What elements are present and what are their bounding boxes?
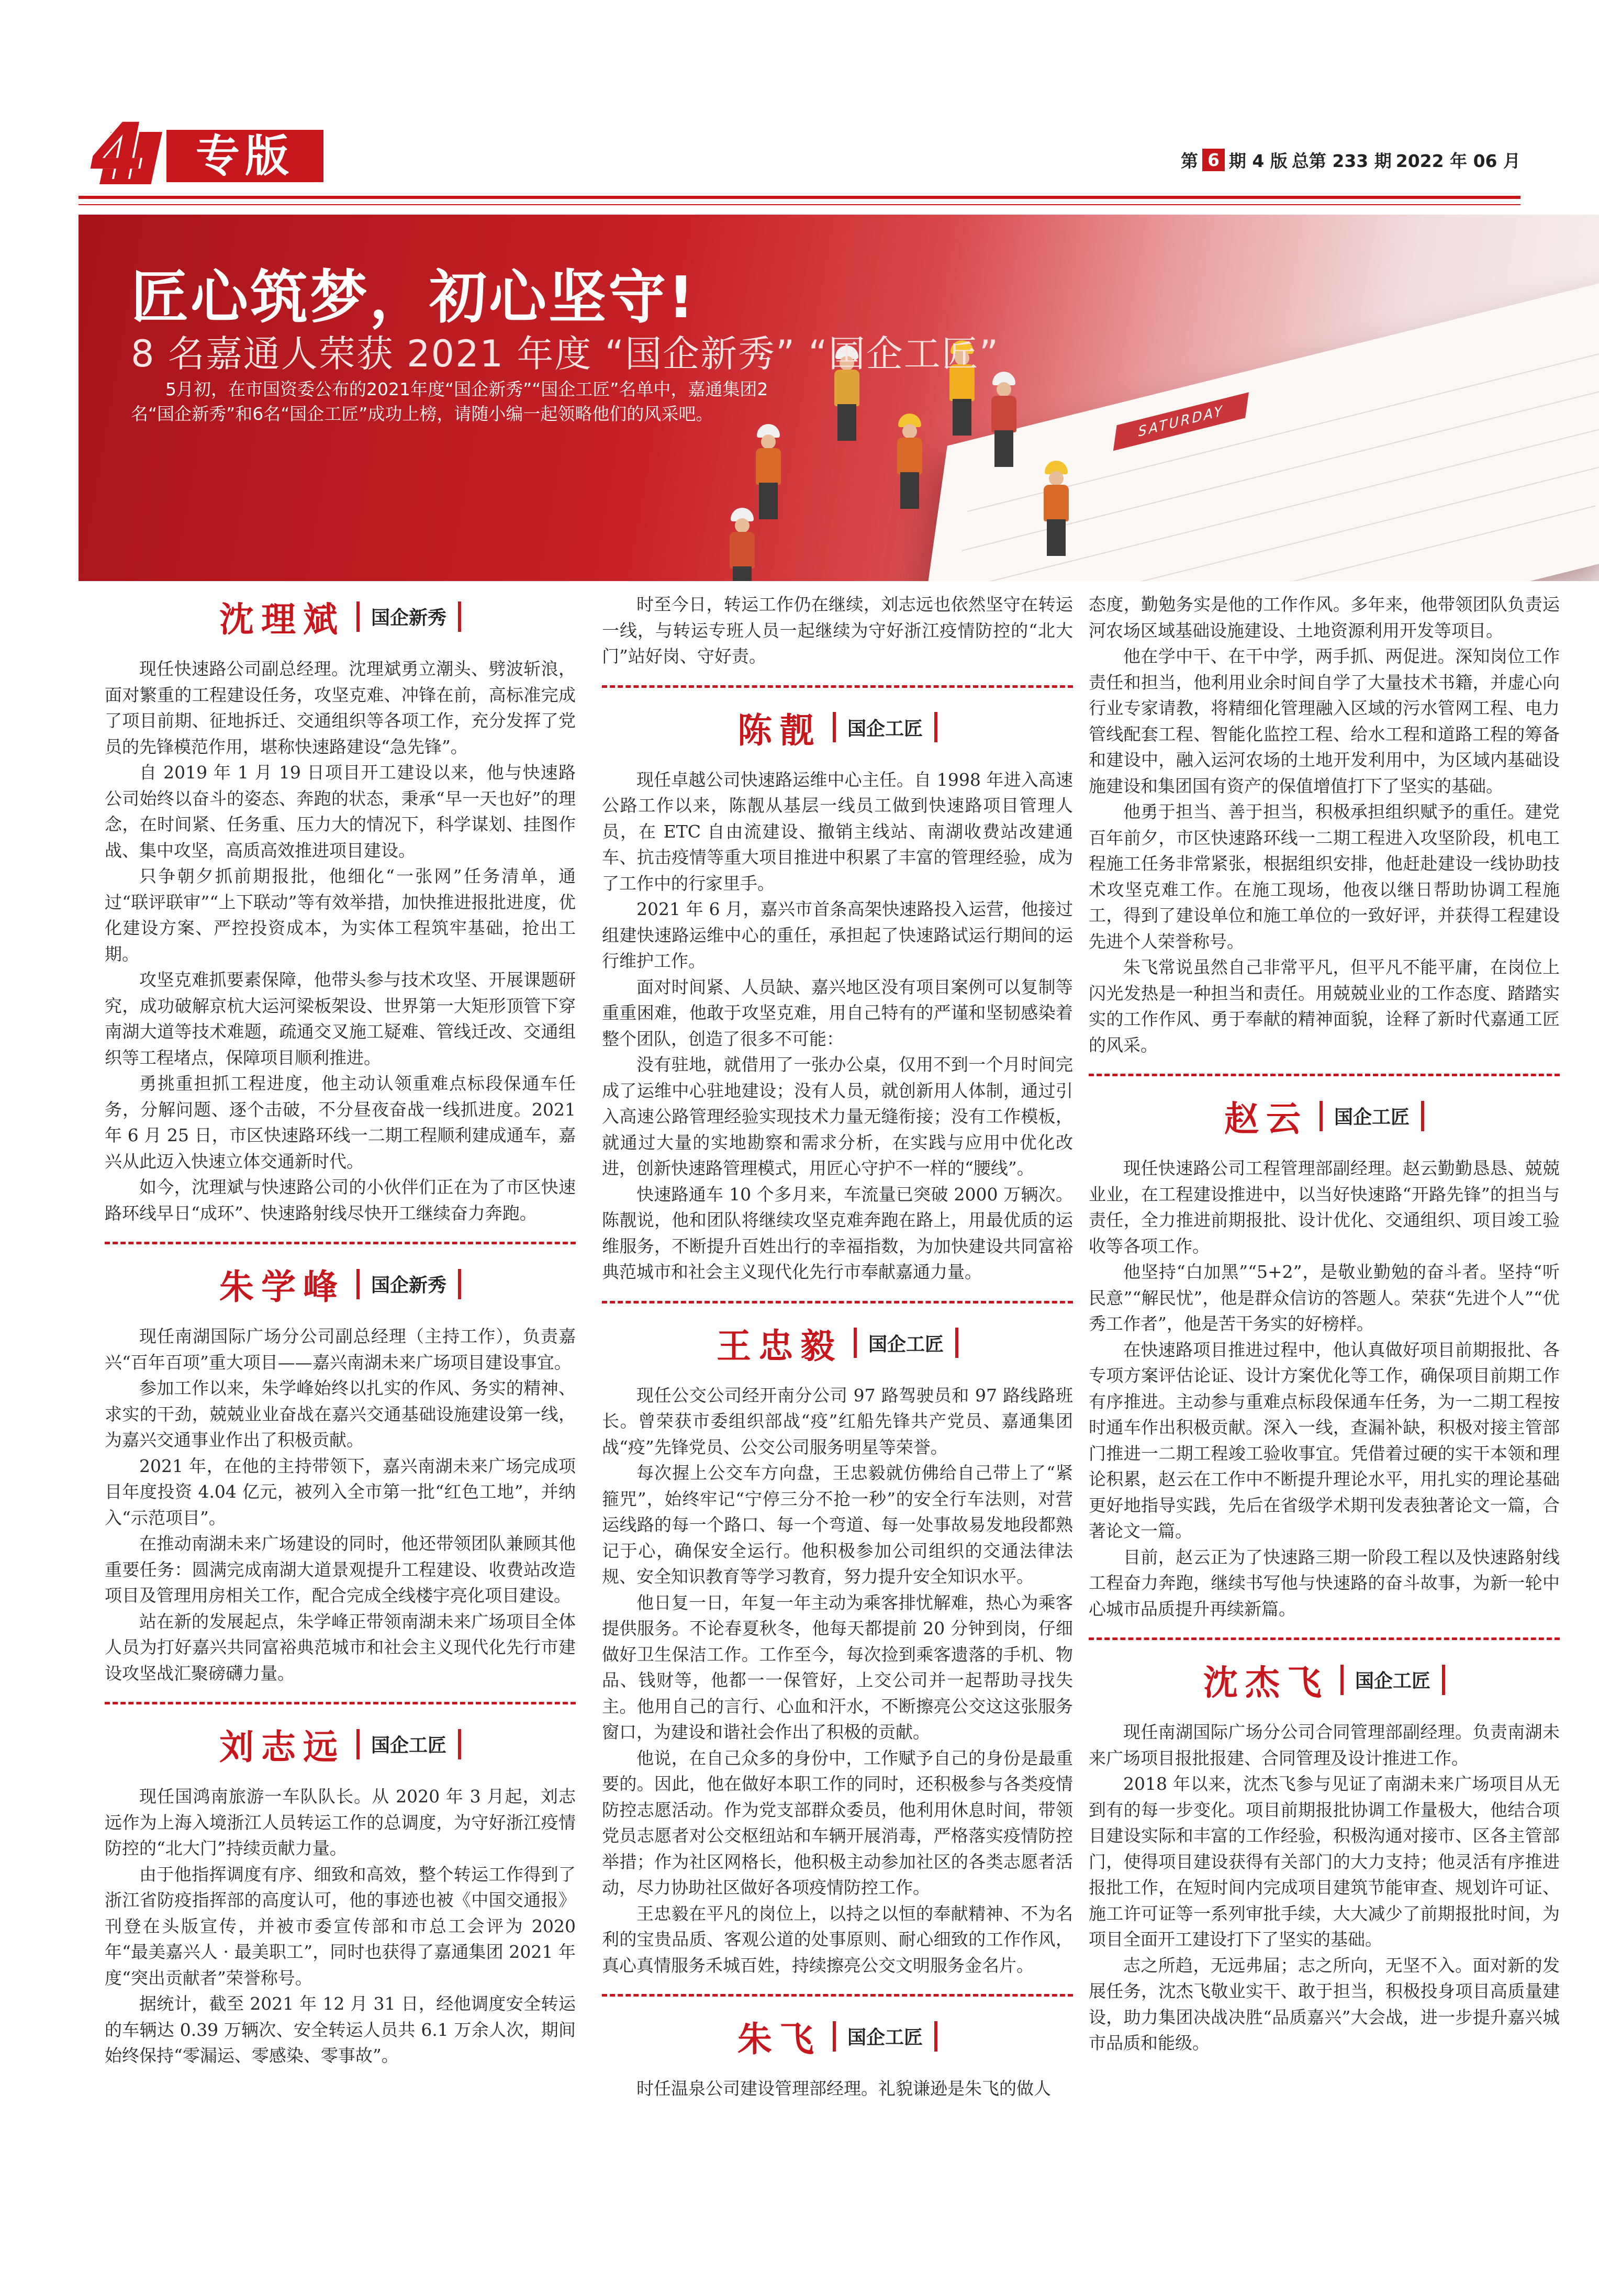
section-title: 专版 xyxy=(166,130,323,182)
profile-name: 赵云 xyxy=(1224,1099,1308,1139)
profile-name: 沈杰飞 xyxy=(1203,1663,1329,1703)
column-2 xyxy=(602,592,1073,2102)
section-divider xyxy=(105,1702,576,1704)
profile-award: 国企新秀 xyxy=(371,1275,446,1296)
divider-bar xyxy=(458,601,461,632)
profile-header xyxy=(105,1719,576,1769)
total-issue: 总第 233 期 xyxy=(1291,151,1392,171)
divider-bar xyxy=(1421,1101,1424,1131)
paragraph: 他日复一日，年复一年主动为乘客排忧解难，热心为乘客提供服务。不论春夏秋冬，他每天都提前 20 分钟到岗，仔细做好卫生保洁工作。工作至今，每次捡到乘客遗落的手机、物品、钱财等，他都一一保管好，上交公司并一起帮助寻找失主。他用自己的言行、心血和汗水，不断擦亮公交这这张服务窗口，为建设和谐社会作出了积极的贡献。 xyxy=(602,1592,1073,1742)
section-divider xyxy=(602,1301,1073,1303)
paragraph: 在推动南湖未来广场建设的同时，他还带领团队兼顾其他重要任务：圆满完成南湖大道景观提升工程建设、收费站改造项目及管理用房相关工作，配合完成全线楼宇亮化项目建设。 xyxy=(105,1533,576,1606)
divider-bar xyxy=(458,1729,461,1759)
paragraph: 只争朝夕抓前期报批，他细化“一张网”任务清单，通过“联评联审”“上下联动”等有效举措，加快推进报批进度，优化建设方案、严控投资成本，为实体工程筑牢基础，抢出工期。 xyxy=(105,866,576,964)
paragraph: 目前，赵云正为了快速路三期一阶段工程以及快速路射线工程奋力奔跑，继续书写他与快速路的奋斗故事，为新一轮中心城市品质提升再续新篇。 xyxy=(1089,1546,1560,1619)
profile-header xyxy=(105,592,576,641)
issue-info xyxy=(1181,148,1520,172)
issue-number: 6 xyxy=(1202,149,1225,171)
paragraph: 没有驻地，就借用了一张办公桌，仅用不到一个月时间完成了运维中心驻地建设；没有人员，就创新用人体制，通过引入高速公路管理经验实现技术力量无缝衔接；没有工作模板，就通过大量的实地勘察和需求分析，在实践与应用中优化改进，创新快速路管理模式，用匠心守护不一样的“腰线”。 xyxy=(602,1054,1073,1178)
paragraph: 每次握上公交车方向盘，王忠毅就仿佛给自己带上了“紧箍咒”，始终牢记“宁停三分不抢一秒”的安全行车法则，对营运线路的每一个路口、每一个弯道、每一处事故易发地段都熟记于心，确保安全运行。他积极参加公司组织的交通法律法规、安全知识教育等学习教育，努力提升安全知识水平。 xyxy=(602,1463,1073,1587)
profile-award: 国企工匠 xyxy=(847,718,923,740)
banner-subtitle: 8 名嘉通人荣获 2021 年度 “国企新秀” “国企工匠” xyxy=(131,332,999,375)
divider-bar xyxy=(955,1328,958,1358)
calendar-tag: SATURDAY xyxy=(1113,392,1249,451)
profile-header xyxy=(105,1259,576,1309)
paragraph: 现任快速路公司工程管理部副经理。赵云勤勤恳恳、兢兢业业，在工程建设推进中，以当好快速路“开路先锋”的担当与责任，全力推进前期报批、设计优化、交通组织、项目竣工验收等各项工作。 xyxy=(1089,1158,1560,1256)
profile-name: 朱飞 xyxy=(737,2019,821,2059)
section-divider xyxy=(1089,1637,1560,1640)
profile-award: 国企工匠 xyxy=(868,1333,944,1355)
profile-award: 国企工匠 xyxy=(1334,1107,1410,1128)
profile-name: 朱学峰 xyxy=(219,1267,345,1307)
profile-header xyxy=(1089,1655,1560,1704)
paragraph: 攻坚克难抓要素保障，他带头参与技术攻坚、开展课题研究，成功破解京杭大运河梁板架设、世界第一大矩形顶管下穿南湖大道等技术难题，疏通交叉施工疑难、管线迁改、交通组织等工程堵点，保障项目顺利推进。 xyxy=(105,969,576,1068)
section-divider xyxy=(602,685,1073,688)
divider-bar xyxy=(458,1269,461,1299)
divider-bar xyxy=(934,2021,937,2052)
profile-name: 陈靓 xyxy=(737,710,821,751)
paragraph: 他坚持“白加黑”“5+2”，是敬业勤勉的奋斗者。坚持“听民意”“解民忧”，他是群众信访的答题人。荣获“先进个人”“优秀工作者”，他是苦干务实的好榜样。 xyxy=(1089,1262,1560,1334)
paragraph: 据统计，截至 2021 年 12 月 31 日，经他调度安全转运的车辆达 0.39 万辆次、安全转运人员共 6.1 万余人次，期间始终保持“零漏运、零感染、零事故”。 xyxy=(105,1993,576,2066)
divider-bar xyxy=(356,1269,360,1299)
page-number-badge xyxy=(79,107,167,198)
section-divider xyxy=(1089,1074,1560,1076)
issue-rest: 期 4 版 xyxy=(1228,151,1288,171)
banner-title: 匠心筑梦，初心坚守! xyxy=(131,264,697,331)
divider-bar xyxy=(833,2021,836,2052)
header-rule xyxy=(79,196,1520,205)
profile-award: 国企工匠 xyxy=(847,2027,923,2048)
divider-bar xyxy=(1340,1665,1344,1695)
divider-bar xyxy=(854,1328,857,1358)
section-divider xyxy=(602,1994,1073,1997)
divider-bar xyxy=(833,712,836,742)
divider-bar xyxy=(1442,1665,1445,1695)
paragraph: 勇挑重担抓工程进度，他主动认领重难点标段保通车任务，分解问题、逐个击破，不分昼夜奋战一线抓进度。2021 年 6 月 25 日，市区快速路环线一二期工程顺利建成通车，嘉兴从此迈入快速立体交通新时代。 xyxy=(105,1073,576,1172)
profile-award: 国企工匠 xyxy=(371,1735,446,1756)
profile-award: 国企工匠 xyxy=(1355,1670,1430,1692)
profile-name: 王忠毅 xyxy=(716,1325,842,1366)
profile-name: 刘志远 xyxy=(219,1727,345,1767)
profile-header xyxy=(1089,1091,1560,1141)
paragraph: 2018 年以来，沈杰飞参与见证了南湖未来广场项目从无到有的每一步变化。项目前期报批协调工作量极大，他结合项目建设实际和丰富的工作经验，积极沟通对接市、区各主管部门，使得项目建设获得有关部门的大力支持；他灵活有序推进报批工作，在短时间内完成项目建筑节能审查、规划许可证、施工许可证等一系列审批手续，大大减少了前期报批时间，为项目全面开工建设打下了坚实的基础。 xyxy=(1089,1774,1560,1949)
profile-award: 国企新秀 xyxy=(371,607,446,629)
paragraph: 现任南湖国际广场分公司副总经理（主持工作），负责嘉兴“百年百项”重大项目——嘉兴南湖未来广场项目建设事宜。 xyxy=(105,1326,576,1373)
divider-bar xyxy=(1320,1101,1323,1131)
paragraph: 王忠毅在平凡的岗位上，以持之以恒的奉献精神、不为名利的宝贵品质、客观公道的处事原则、耐心细致的工作作风，真心真情服务禾城百姓，持续擦亮公交文明服务金名片。 xyxy=(602,1903,1073,1976)
profile-name: 沈理斌 xyxy=(219,599,345,640)
paragraph: 在快速路项目推进过程中，他认真做好项目前期报批、各专项方案评估论证、设计方案优化等工作，确保项目前期工作有序推进。主动参与重难点标段保通车任务，为一二期工程按时通车作出积极贡献。深入一线，查漏补缺，积极对接主管部门推进一二期工程竣工验收事宜。凭借着过硬的实干本领和理论积累，赵云在工作中不断提升理论水平，用扎实的理论基础更好地指导实践，先后在省级学术期刊发表独著论文一篇，合著论文一篇。 xyxy=(1089,1339,1560,1541)
paragraph: 现任公交公司经开南分公司 97 路驾驶员和 97 路线路班长。曾荣获市委组织部战“疫”红船先锋共产党员、嘉通集团战“疫”先锋党员、公交公司服务明星等荣誉。 xyxy=(602,1385,1073,1457)
paragraph: 现任快速路公司副总经理。沈理斌勇立潮头、劈波斩浪，面对繁重的工程建设任务，攻坚克难、冲锋在前，高标准完成了项目前期、征地拆迁、交通组织等各项工作，充分发挥了党员的先锋模范作用，堪称快速路建设“急先锋”。 xyxy=(105,659,576,757)
paragraph: 如今，沈理斌与快速路公司的小伙伴们正在为了市区快速路环线早日“成环”、快速路射线尽快开工继续奋力奔跑。 xyxy=(105,1177,576,1223)
paragraph: 他在学中干、在干中学，两手抓、两促进。深知岗位工作责任和担当，他利用业余时间自学了大量技术书籍，并虚心向行业专家请教，将精细化管理融入区域的污水管网工程、电力管线配套工程、智能化监控工程、给水工程和道路工程的筹备和建设中，融入运河农场的土地开发利用中，为区域内基础设施建设和集团国有资产的保值增值打下了坚实的基础。 xyxy=(1089,646,1560,796)
paragraph: 站在新的发展起点，朱学峰正带领南湖未来广场项目全体人员为打好嘉兴共同富裕典范城市和社会主义现代化先行市建设攻坚战汇聚磅礴力量。 xyxy=(105,1611,576,1684)
paragraph: 2021 年 6 月，嘉兴市首条高架快速路投入运营，他接过组建快速路运维中心的重任，承担起了快速路试运行期间的运行维护工作。 xyxy=(602,899,1073,971)
paragraph: 现任国鸿南旅游一车队队长。从 2020 年 3 月起，刘志远作为上海入境浙江人员转运工作的总调度，为守好浙江疫情防控的“北大门”持续贡献力量。 xyxy=(105,1786,576,1858)
paragraph: 自 2019 年 1 月 19 日项目开工建设以来，他与快速路公司始终以奋斗的姿态、奔跑的状态，秉承“早一天也好”的理念，在时间紧、任务重、压力大的情况下，科学谋划、挂图作战、集中攻坚，高质高效推进项目建设。 xyxy=(105,762,576,861)
page-number: 4 xyxy=(90,107,146,198)
profile-header xyxy=(602,1318,1073,1368)
paragraph: 现任卓越公司快速路运维中心主任。自 1998 年进入高速公路工作以来，陈靓从基层一线员工做到快速路项目管理人员，在 ETC 自由流建设、撤销主线站、南湖收费站改建通车、抗击疫情等重大项目推进中积累了丰富的管理经验，成为了工作中的行家里手。 xyxy=(602,769,1073,894)
profile-header xyxy=(602,2011,1073,2061)
paragraph: 志之所趋，无远弗届；志之所向，无坚不入。面对新的发展任务，沈杰飞敬业实干、敢于担当，积极投身项目高质量建设，助力集团决战决胜“品质嘉兴”大会战，进一步提升嘉兴城市品质和能级。 xyxy=(1089,1955,1560,2053)
feature-banner xyxy=(79,215,1599,581)
profile-header xyxy=(602,703,1073,752)
issue-date: 2022 年 06 月 xyxy=(1395,151,1520,171)
divider-bar xyxy=(934,712,937,742)
paragraph: 时至今日，转运工作仍在继续，刘志远也依然坚守在转运一线，与转运专班人员一起继续为守好浙江疫情防控的“北大门”站好岗、守好责。 xyxy=(602,594,1073,666)
column-3 xyxy=(1089,592,1560,2056)
divider-bar xyxy=(356,1729,360,1759)
issue-prefix: 第 xyxy=(1180,151,1198,171)
paragraph: 快速路通车 10 个多月来，车流量已突破 2000 万辆次。陈靓说，他和团队将继续攻坚克难奔跑在路上，用最优质的运维服务，不断提升百姓出行的幸福指数，为加快建设共同富裕典范城市和社会主义现代化先行市奉献嘉通力量。 xyxy=(602,1184,1073,1282)
paragraph: 他勇于担当、善于担当，积极承担组织赋予的重任。建党百年前夕，市区快速路环线一二期工程进入攻坚阶段，机电工程施工任务非常紧张，根据组织安排，他赶赴建设一线协助技术攻坚克难工作。在施工现场，他夜以继日帮助协调工程施工，得到了建设单位和施工单位的一致好评，并获得工程建设先进个人荣誉称号。 xyxy=(1089,801,1560,952)
paragraph: 朱飞常说虽然自己非常平凡，但平凡不能平庸，在岗位上闪光发热是一种担当和责任。用兢兢业业的工作态度、踏踏实实的工作作风、勇于奉献的精神面貌，诠释了新时代嘉通工匠的风采。 xyxy=(1089,957,1560,1055)
column-1 xyxy=(105,592,576,2069)
divider-bar xyxy=(356,601,360,632)
paragraph: 由于他指挥调度有序、细致和高效，整个转运工作得到了浙江省防疫指挥部的高度认可，他的事迹也被《中国交通报》刊登在头版宣传，并被市委宣传部和市总工会评为 2020 年“最美嘉兴人 · 最美职工”，同时也获得了嘉通集团 2021 年度“突出贡献者”荣誉称号。 xyxy=(105,1864,576,1988)
paragraph: 现任南湖国际广场分公司合同管理部副经理。负责南湖未来广场项目报批报建、合同管理及设计推进工作。 xyxy=(1089,1722,1560,1768)
paragraph: 面对时间紧、人员缺、嘉兴地区没有项目案例可以复制等重重困难，他敢于攻坚克难，用自己特有的严谨和坚韧感染着整个团队，创造了很多不可能： xyxy=(602,976,1073,1049)
section-divider xyxy=(105,1242,576,1244)
paragraph: 参加工作以来，朱学峰始终以扎实的作风、务实的精神、求实的干劲，兢兢业业奋战在嘉兴交通基础设施建设第一线，为嘉兴交通事业作出了积极贡献。 xyxy=(105,1378,576,1450)
paragraph: 时任温泉公司建设管理部经理。礼貌谦逊是朱飞的做人 xyxy=(636,2078,1051,2099)
paragraph: 态度，勤勉务实是他的工作作风。多年来，他带领团队负责运河农场区域基础设施建设、土地资源利用开发等项目。 xyxy=(1089,594,1560,641)
banner-intro: 5月初，在市国资委公布的2021年度“国企新秀”“国企工匠”名单中，嘉通集团2名“国企新秀”和6名“国企工匠”成功上榜，请随小编一起领略他们的风采吧。 xyxy=(131,379,768,424)
paragraph: 2021 年，在他的主持带领下，嘉兴南湖未来广场完成项目年度投资 4.04 亿元，被列入全市第一批“红色工地”，并纳入“示范项目”。 xyxy=(105,1455,576,1528)
paragraph: 他说，在自己众多的身份中，工作赋予自己的身份是最重要的。因此，他在做好本职工作的同时，还积极参与各类疫情防控志愿活动。作为党支部群众委员，他利用休息时间，带领党员志愿者对公交枢纽站和车辆开展消毒，严格落实疫情防控举措；作为社区网格长，他积极主动参加社区的各类志愿者活动，尽力协助社区做好各项疫情防控工作。 xyxy=(602,1747,1073,1898)
